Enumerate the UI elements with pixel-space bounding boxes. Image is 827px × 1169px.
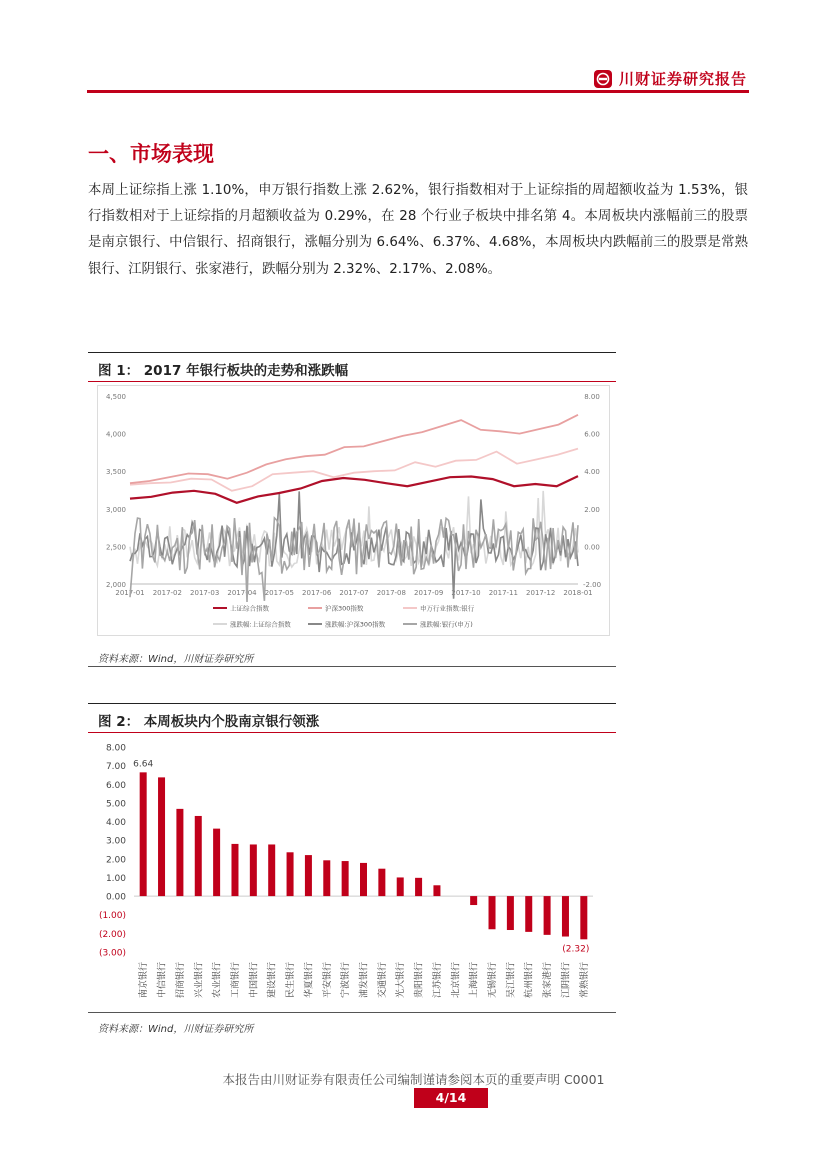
chart2-y-tick: 6.00: [105, 780, 126, 791]
chart2-category-label: 建设银行: [267, 962, 278, 999]
chart2-category-label: 江苏银行: [432, 962, 443, 999]
chart1-y-right-tick: -2.00: [582, 581, 602, 589]
chart2-bar: [378, 869, 385, 896]
chart2-bar: [158, 777, 165, 896]
chart2-bar: [287, 852, 294, 896]
chart2-category-label: 兴业银行: [194, 962, 205, 999]
chart2-data-label-last: (2.32): [562, 944, 590, 955]
chart1-x-tick: 2017-10: [451, 589, 481, 597]
brand-name: 川财证券研究报告: [618, 70, 747, 88]
chart1-legend-label: 涨跌幅:银行(申万): [420, 620, 473, 629]
chuancai-logo-icon: [593, 69, 613, 89]
chart2-category-label: 平安银行: [322, 962, 333, 999]
chart2-y-tick: (2.00): [98, 929, 126, 940]
chart2-data-label-first: 6.64: [133, 759, 154, 770]
chart1-legend-label: 涨跌幅:上证综合指数: [230, 620, 291, 629]
chart1-y-left-tick: 2,500: [105, 543, 126, 552]
chart2-y-tick: 4.00: [105, 818, 126, 829]
figure2-source-rule: [88, 1012, 616, 1013]
figure2-source: 资料来源：Wind，川财证券研究所: [98, 1024, 254, 1035]
chart2-bar: [195, 816, 202, 896]
figure1-source: 资料来源：Wind，川财证券研究所: [98, 654, 254, 665]
chart2-category-label: 农业银行: [212, 962, 223, 999]
chart2-y-tick: 0.00: [105, 892, 126, 903]
chart1-y-left-tick: 3,000: [105, 505, 126, 514]
chart2-bar: [397, 877, 404, 896]
chart1-x-tick: 2017-11: [488, 589, 518, 597]
chart1-legend-label: 涨跌幅:沪深300指数: [325, 620, 386, 629]
chart2-category-label: 上海银行: [469, 962, 480, 999]
chart2-category-label: 中国银行: [249, 962, 260, 999]
chart2-y-tick: (3.00): [98, 948, 126, 959]
chart1-x-tick: 2017-08: [376, 589, 406, 597]
chart1-y-left-tick: 2,000: [105, 581, 126, 589]
chart1-y-right-tick: 6.00: [584, 430, 600, 439]
chart2-bar: [305, 855, 312, 896]
chart1-x-tick: 2017-02: [152, 589, 182, 597]
chart1-x-tick: 2017-03: [190, 589, 220, 597]
chart1-legend-label: 上证综合指数: [230, 604, 269, 613]
chart1-legend-label: 沪深300指数: [325, 604, 364, 613]
chart2-category-label: 吴江银行: [506, 962, 517, 999]
chart1-y-left-tick: 4,500: [105, 393, 126, 401]
figure1-chart-frame: [97, 385, 610, 636]
chart2-bar: [470, 896, 477, 905]
chart1-x-tick: 2017-01: [115, 589, 145, 597]
chart2-bar: [433, 885, 440, 896]
chart2-bar: [176, 809, 183, 896]
section-title: 一、市场表现: [88, 141, 214, 166]
chart2-y-tick: 8.00: [105, 743, 126, 754]
chart2-bar: [323, 860, 330, 896]
chart2-y-tick: 2.00: [105, 855, 126, 866]
chart1-x-tick: 2017-09: [414, 589, 444, 597]
market-performance-paragraph: 本周上证综指上涨 1.10%，申万银行指数上涨 2.62%，银行指数相对于上证综指的周超额收益为 1.53%，银行指数相对于上证综指的月超额收益为 0.29%，在 28 个行业子板块中排名第 4。本周板块内涨幅前三的股票是南京银行、中信银行、招商银行，涨幅分别为 6.64%、6.37%、4.68%，本周板块内跌幅前三的股票是常熟银行、江阴银行、张家港行，跌幅分别为 2.32%、2.17%、2.08%。: [88, 183, 748, 277]
chart2-bar: [525, 896, 532, 932]
chart2-bar: [213, 829, 220, 896]
chart1-x-tick: 2018-01: [563, 589, 593, 597]
chart2-bar: [489, 896, 496, 929]
report-header-brand: [593, 68, 747, 89]
chart2-bar: [507, 896, 514, 930]
chart1-y-left-tick: 4,000: [105, 430, 126, 439]
chart1-legend-label: 申万行业指数:银行: [420, 604, 475, 613]
chart1-y-right-tick: 4.00: [584, 468, 600, 477]
chart2-bar: [360, 863, 367, 896]
chart2-category-label: 中信银行: [157, 962, 168, 999]
chart2-category-label: 民生银行: [286, 962, 297, 999]
chart2-bar: [544, 896, 551, 935]
chart1-x-tick: 2017-06: [302, 589, 332, 597]
chart1-y-left-tick: 3,500: [105, 468, 126, 477]
chart2-bar: [250, 844, 257, 896]
chart2-bar: [415, 878, 422, 896]
figure1-title: 图 1： 2017 年银行板块的走势和涨跌幅: [98, 363, 349, 379]
chart2-bar: [140, 772, 147, 896]
chart2-category-label: 招商银行: [175, 962, 186, 999]
chart2-category-label: 江阴银行: [561, 962, 572, 999]
figure2-title: 图 2： 本周板块内个股南京银行领涨: [98, 714, 320, 730]
chart1-y-right-tick: 8.00: [584, 393, 600, 401]
chart2-y-tick: 1.00: [105, 873, 126, 884]
chart2-category-label: 贵阳银行: [414, 962, 425, 999]
chart2-category-label: 无锡银行: [488, 962, 499, 999]
chart2-bar: [580, 896, 587, 939]
chart1-x-tick: 2017-04: [227, 589, 257, 597]
chart2-category-label: 杭州银行: [524, 962, 535, 999]
chart2-category-label: 常熟银行: [579, 962, 590, 999]
figure2-bar-chart: [88, 735, 616, 1005]
figure2-title-bar: [88, 703, 616, 733]
chart2-category-label: 宁波银行: [341, 962, 352, 999]
figure1-source-rule: [88, 666, 616, 667]
chart2-bar: [268, 844, 275, 896]
chart2-category-label: 南京银行: [139, 962, 150, 999]
chart2-category-label: 华夏银行: [304, 962, 315, 999]
chart2-category-label: 张家港行: [543, 962, 554, 999]
chart1-x-tick: 2017-05: [264, 589, 294, 597]
chart1-x-tick: 2017-12: [526, 589, 556, 597]
figure1-line-chart: [98, 386, 609, 635]
chart2-bar: [562, 896, 569, 936]
chart1-y-right-tick: 0.00: [584, 543, 600, 552]
figure1-title-bar: [88, 352, 616, 382]
page-number: 4/14: [414, 1088, 488, 1108]
chart2-y-tick: (1.00): [98, 911, 126, 922]
chart2-category-label: 浦发银行: [359, 962, 370, 999]
chart1-series-shanghai: [130, 476, 578, 503]
chart2-category-label: 交通银行: [377, 962, 388, 999]
chart2-bar: [231, 844, 238, 896]
chart1-x-tick: 2017-07: [339, 589, 369, 597]
header-divider: [87, 90, 749, 93]
chart2-category-label: 北京银行: [451, 962, 462, 999]
chart1-y-right-tick: 2.00: [584, 505, 600, 514]
chart2-y-tick: 5.00: [105, 799, 126, 810]
chart2-bar: [342, 861, 349, 896]
chart2-category-label: 工商银行: [230, 962, 241, 999]
chart2-y-tick: 7.00: [105, 762, 126, 773]
chart2-y-tick: 3.00: [105, 836, 126, 847]
footer-disclaimer: 本报告由川财证券有限责任公司编制谨请参阅本页的重要声明 C0001: [222, 1072, 605, 1087]
chart2-category-label: 光大银行: [396, 962, 407, 999]
